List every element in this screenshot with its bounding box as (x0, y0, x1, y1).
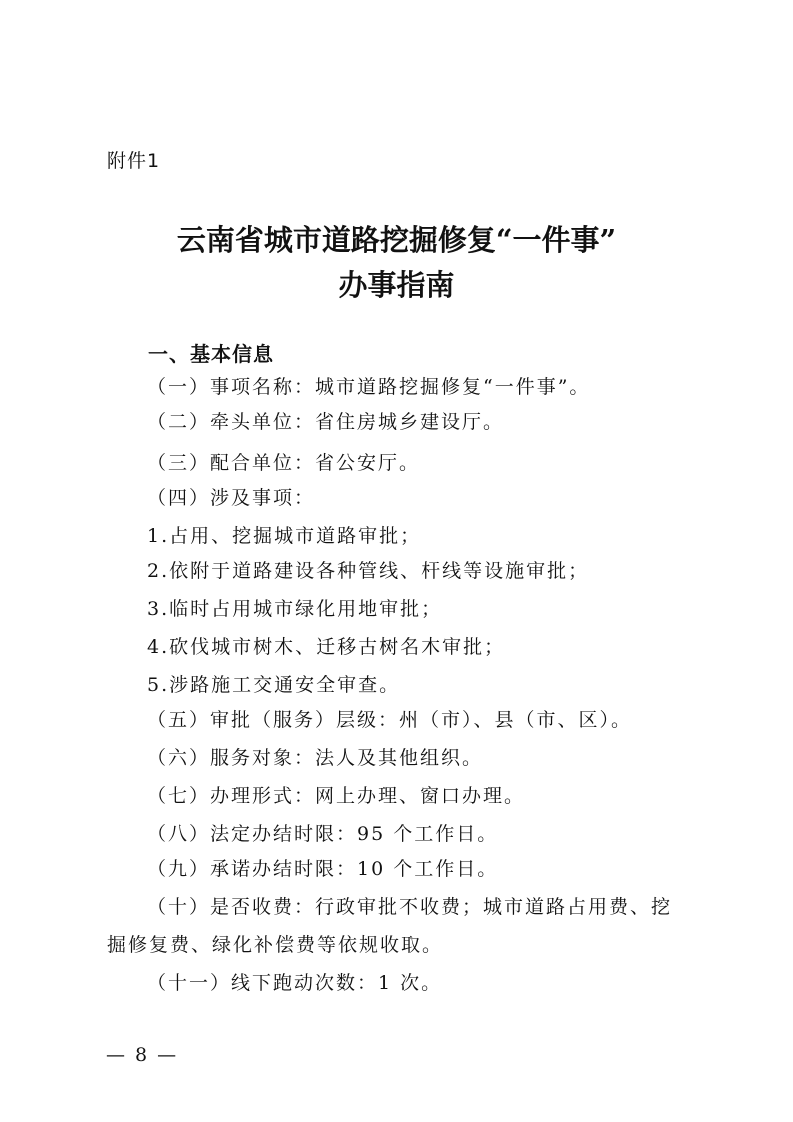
info-line: （十）是否收费：行政审批不收费；城市道路占用费、挖 (147, 896, 673, 918)
info-line: （八）法定办结时限：95 个工作日。 (147, 823, 499, 845)
page-number: — 8 — (106, 1044, 179, 1066)
info-line: （四）涉及事项： (147, 487, 316, 509)
info-line: （七）办理形式：网上办理、窗口办理。 (147, 785, 526, 807)
info-line: （六）服务对象：法人及其他组织。 (147, 747, 484, 769)
info-line: 5.涉路施工交通安全审查。 (147, 674, 401, 696)
info-line: （五）审批（服务）层级：州（市）、县（市、区）。 (147, 709, 633, 731)
info-line: （一）事项名称：城市道路挖掘修复“一件事”。 (147, 376, 591, 398)
attachment-label: 附件1 (107, 150, 161, 172)
info-line: 3.临时占用城市绿化用地审批； (147, 598, 443, 620)
info-line: 1.占用、挖掘城市道路审批； (147, 525, 422, 547)
info-line: 4.砍伐城市树木、迁移古树名木审批； (147, 636, 506, 658)
info-line: 2.依附于道路建设各种管线、杆线等设施审批； (147, 560, 590, 582)
info-line: （三）配合单位：省公安厅。 (147, 452, 421, 474)
info-line: 掘修复费、绿化补偿费等依规收取。 (107, 934, 444, 956)
info-line: （二）牵头单位：省住房城乡建设厅。 (147, 411, 505, 433)
info-line: （九）承诺办结时限：10 个工作日。 (147, 858, 499, 880)
document-title-line-2: 办事指南 (338, 268, 455, 302)
document-title-line-1: 云南省城市道路挖掘修复“一件事” (176, 223, 617, 257)
info-line: （十一）线下跑动次数：1 次。 (147, 972, 443, 994)
section-heading-basic-info: 一、基本信息 (148, 342, 274, 366)
